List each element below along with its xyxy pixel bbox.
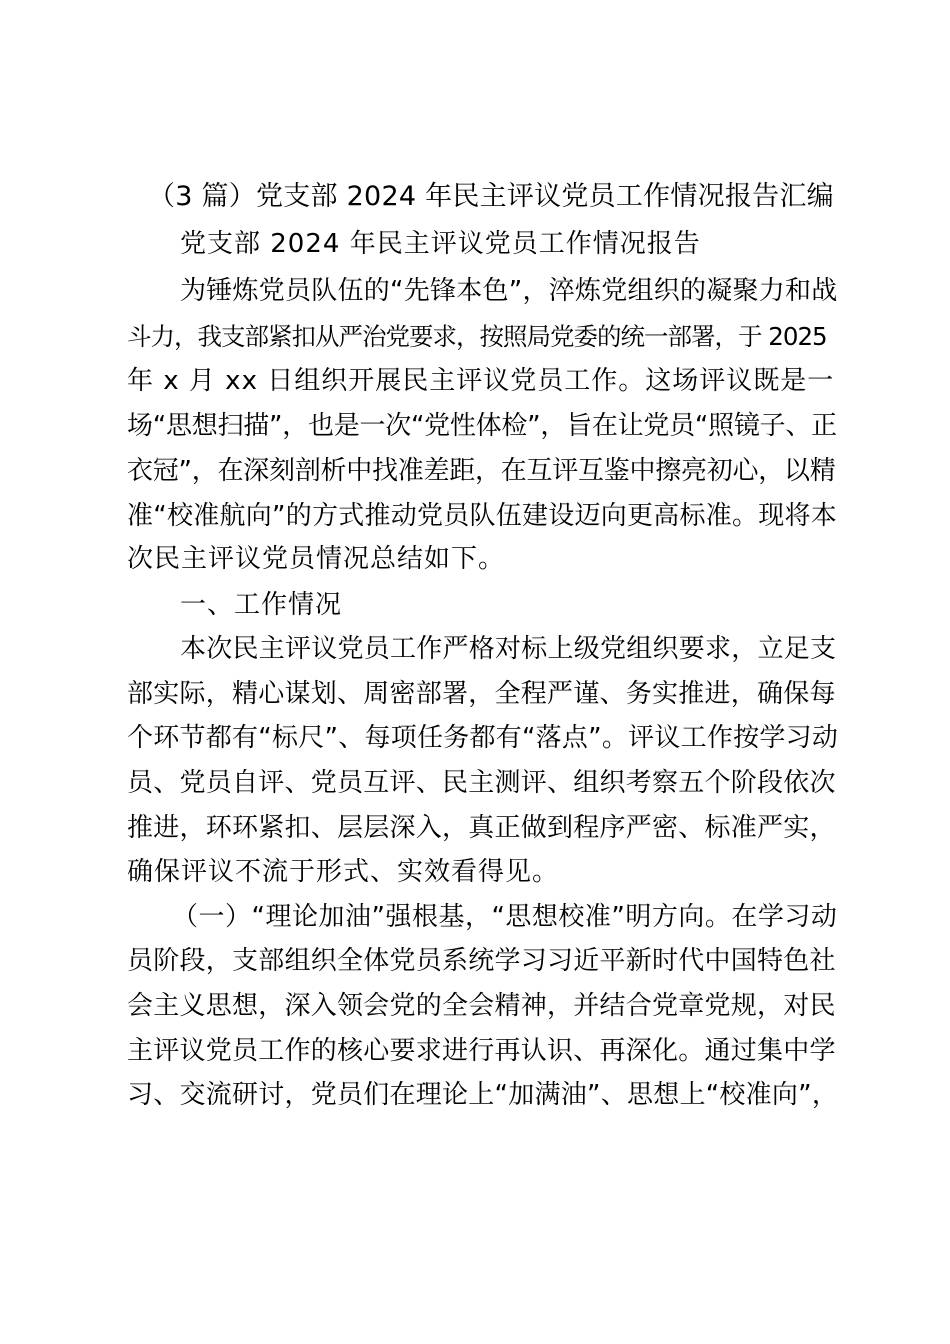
intro-line: 斗力，我支部紧扣从严治党要求，按照局党委的统一部署，于 2025 [127,322,827,351]
subsection1-line: 员阶段，支部组织全体党员系统学习习近平新时代中国特色社 [127,946,836,976]
report-subtitle: 党支部 2024 年民主评议党员工作情况报告 [180,229,701,259]
subsection1-line: 习、交流研讨，党员们在理论上“加满油”、思想上“校准向”， [127,1080,839,1110]
subsection1-line: （一）“理论加油”强根基，“思想校准”明方向。在学习动 [172,902,838,932]
subsection1-line: 主评议党员工作的核心要求进行再认识、再深化。通过集中学 [127,1036,836,1066]
section1-line: 个环节都有“标尺”、每项任务都有“落点”。评议工作按学习动 [127,723,839,753]
section1-line: 部实际，精心谋划、周密部署，全程严谨、务实推进，确保每 [127,679,836,709]
intro-line: 衣冠”，在深刻剖析中找准差距，在互评互鉴中擦亮初心，以精 [127,456,836,486]
intro-line: 场“思想扫描”，也是一次“党性体检”，旨在让党员“照镜子、正 [127,411,837,441]
section1-line: 确保评议不流于形式、实效看得见。 [127,857,560,887]
section1-line: 本次民主评议党员工作严格对标上级党组织要求，立足支 [180,634,837,664]
intro-line: 准“校准航向”的方式推动党员队伍建设迈向更高标准。现将本 [127,501,837,531]
intro-line: 次民主评议党员情况总结如下。 [127,544,506,574]
intro-line: 年 x 月 xx 日组织开展民主评议党员工作。这场评议既是一 [127,366,835,396]
subsection1-line: 会主义思想，深入领会党的全会精神，并结合党章党规，对民 [127,991,836,1021]
section1-line: 推进，环环紧扣、层层深入，真正做到程序严密、标准严实， [127,813,836,843]
section1-line: 员、党员自评、党员互评、民主测评、组织考察五个阶段依次 [127,768,836,798]
intro-line: 为锤炼党员队伍的“先锋本色”，淬炼党组织的凝聚力和战 [180,276,838,306]
section-heading: 一、工作情况 [180,590,343,620]
document-title: （3 篇）党支部 2024 年民主评议党员工作情况报告汇编 [148,181,834,212]
